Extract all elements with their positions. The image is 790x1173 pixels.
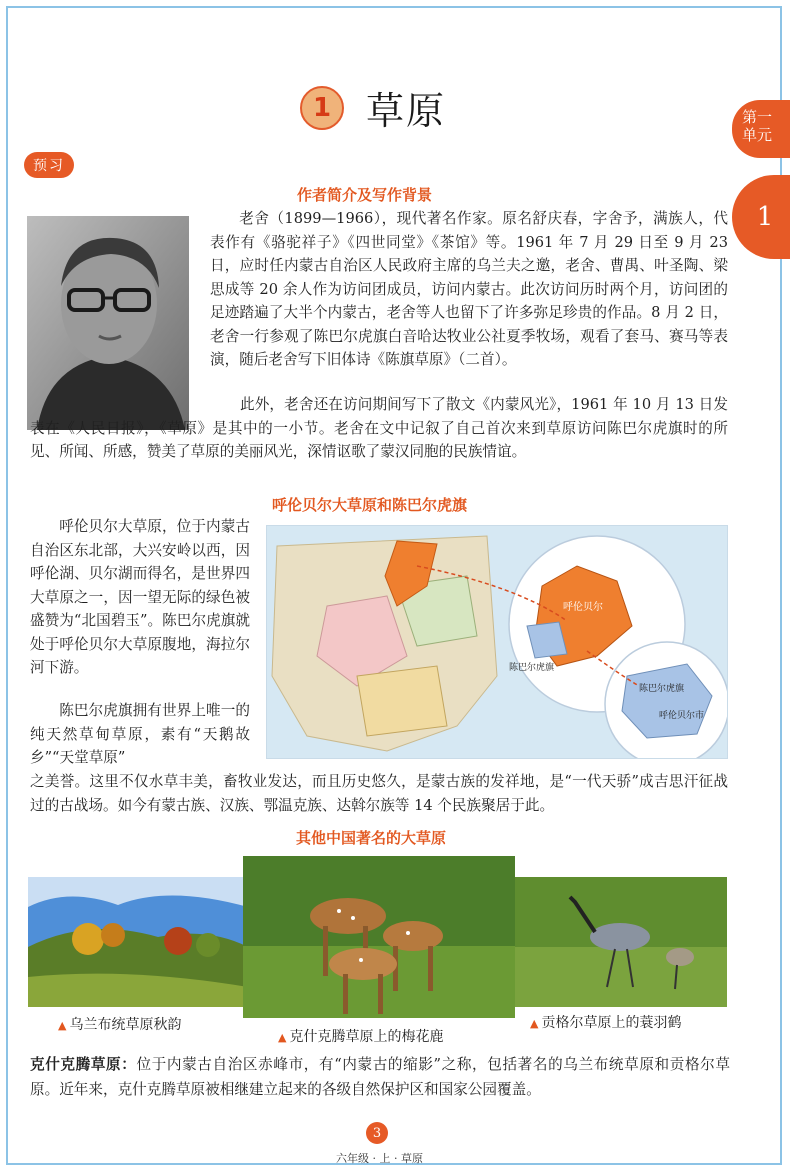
caption-marker-icon: ▲ <box>58 1019 67 1032</box>
caption-text-gonggeer: 贡格尔草原上的蓑羽鹤 <box>541 1015 682 1031</box>
map-label-chenbaerhu: 陈巴尔虎旗 <box>509 663 555 673</box>
unit-tab <box>732 100 790 158</box>
photo-wulanbutong <box>28 877 248 1007</box>
author-paragraph-1: 老舍（1899—1966），现代著名作家。原名舒庆春，字舍予，满族人，代表作有《骆驼祥子》《四世同堂》《茶馆》等。1961 年 7 月 29 日至 9 月 23 日，应时任内蒙古自治区人民政府主席的乌兰夫之邀，老舍、曹禺、叶圣陶、梁思成等 20 余人作为访问团成员，访问内蒙古。此次访问历时两个月，访问团的足迹踏遍了大半个内蒙古，老舍等人也留下了许多弥足珍贵的作品。8 月 2 日，老舍一行参观了陈巴尔虎旗白音哈达牧业公社夏季牧场，观看了套马、赛马等表演，随后老舍写下旧体诗《陈旗草原》（二首）。 <box>210 210 728 368</box>
page-footer: 六年级 · 上 · 草原 <box>336 1152 423 1165</box>
grasslands-heading: 其他中国著名的大草原 <box>296 829 447 847</box>
caption-kesiketeng <box>278 1026 443 1046</box>
page-number: 3 <box>366 1122 388 1144</box>
unit-tab-line1: 第一 <box>742 108 773 126</box>
lesson-header <box>300 80 446 135</box>
caption-wulanbutong <box>58 1014 181 1034</box>
author-heading: 作者简介及写作背景 <box>297 186 433 204</box>
kesiketeng-term: 克什克腾草原： <box>30 1056 137 1073</box>
author-paragraph-2: 此外，老舍还在访问期间写下了散文《内蒙风光》，1961 年 10 月 13 日发表在《人民日报》，《草原》是其中的一小节。老舍在文中记叙了自己首次来到草原访问陈巴尔虎旗时的所见、所闻、所感，赞美了草原的美丽风光，深情讴歌了蒙汉同胞的民族情谊。 <box>30 396 728 460</box>
caption-text-kesiketeng: 克什克腾草原上的梅花鹿 <box>289 1029 444 1045</box>
lesson-title: 草原 <box>366 89 447 133</box>
map-label-chenbaerhu-zoom: 陈巴尔虎旗 <box>639 684 685 694</box>
map-figure <box>266 525 728 759</box>
kesiketeng-description <box>30 1052 730 1102</box>
kesiketeng-desc-text: 位于内蒙古自治区赤峰市，有“内蒙古的缩影”之称，包括著名的乌兰布统草原和贡格尔草原。近年来，克什克腾草原被相继建立起来的各级自然保护区和国家公园覆盖。 <box>30 1056 730 1098</box>
hulunbuir-paragraph-2b: 之美誉。这里不仅水草丰美，畜牧业发达，而且历史悠久，是蒙古族的发祥地，是“一代天骄”成吉思汗征战过的古战场。如今有蒙古族、汉族、鄂温克族、达斡尔族等 14 个民族聚居于此。 <box>30 773 728 814</box>
map-label-hulunbuir-city: 呼伦贝尔市 <box>659 711 705 721</box>
photo-gonggeer-cranes <box>515 877 727 1007</box>
caption-text-wulanbutong: 乌兰布统草原秋韵 <box>69 1017 182 1033</box>
hulunbuir-paragraph-2a: 陈巴尔虎旗拥有世界上唯一的纯天然草甸草原，素有“天鹅故乡”“天堂草原” <box>30 702 250 766</box>
photo-kesiketeng-deer <box>243 856 515 1018</box>
unit-number-tab: 1 <box>732 175 790 259</box>
caption-gonggeer <box>530 1012 681 1032</box>
unit-tab-line2: 单元 <box>742 126 773 144</box>
hulunbuir-paragraph-1: 呼伦贝尔大草原，位于内蒙古自治区东北部，大兴安岭以西，因呼伦湖、贝尔湖而得名，是世界四大草原之一，因一望无际的绿色被盛赞为“北国碧玉”。陈巴尔虎旗就处于呼伦贝尔大草原腹地，海拉尔河下游。 <box>30 518 250 676</box>
lesson-number: 1 <box>300 86 344 130</box>
caption-marker-icon: ▲ <box>278 1031 287 1044</box>
caption-marker-icon: ▲ <box>530 1017 539 1030</box>
hulunbuir-heading: 呼伦贝尔大草原和陈巴尔虎旗 <box>272 496 468 514</box>
preview-badge: 预习 <box>24 152 74 178</box>
map-label-hulunbuir: 呼伦贝尔 <box>563 602 603 613</box>
